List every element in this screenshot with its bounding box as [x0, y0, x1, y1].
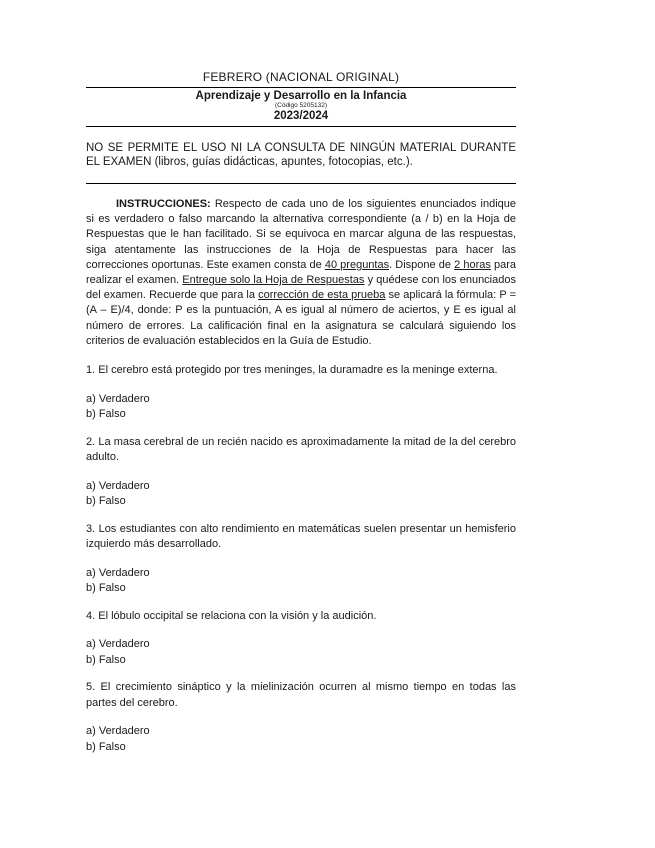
question-4: [86, 609, 516, 669]
question-text: 4. El lóbulo occipital se relaciona con la visión y la audición.: [86, 609, 377, 622]
question-2: [86, 435, 516, 510]
instructions-paragraph: INSTRUCCIONES: Respecto de cada uno de los siguientes enunciados indique si es verdadero o falso marcando la alternativa correspondiente (a / b) en la Hoja de Respuestas que le han facilitado. Si se equivoca en marcar alguna de las respuestas, siga atentamente las instrucciones de la Hoja de Respuestas para hacer las correcciones oportunas. Este examen consta de 40 preguntas. Dispone de 2 horas para realizar el examen. Entregue solo la Hoja de Respuestas y quédese con los enunciados del examen. Recuerde que para la corrección de esta prueba se aplicará la fórmula: P = (A – E)/4, donde: P es la puntuación, A es igual al número de aciertos, y E es igual al número de errores. La calificación final en la asignatura se calculará siguiendo los criterios de evaluación establecidos en la Guía de Estudio.: [86, 198, 516, 347]
exam-type-heading: FEBRERO (NACIONAL ORIGINAL): [202, 70, 400, 84]
exam-page: [86, 70, 516, 755]
correction-note: corrección de esta prueba: [258, 289, 386, 302]
time-limit: 2 horas: [454, 258, 491, 271]
instructions-label: INSTRUCCIONES:: [116, 198, 211, 210]
question-3: [86, 522, 516, 597]
header-divider-bottom: [86, 126, 516, 127]
subject-title: Aprendizaje y Desarrollo en la Infancia: [195, 90, 407, 102]
option-a: a) Verdadero: [86, 725, 150, 738]
subject-code: (Código 5205132): [274, 102, 328, 109]
question-text: 5. El crecimiento sináptico y la mielinización ocurren al mismo tiempo en todas las partes del cerebro.: [86, 681, 516, 709]
option-a: a) Verdadero: [86, 479, 150, 492]
option-a: a) Verdadero: [86, 638, 150, 651]
option-b: b) Falso: [86, 653, 126, 666]
submit-note: Entregue solo la Hoja de Respuestas: [182, 274, 365, 287]
question-count: 40 preguntas: [324, 258, 390, 271]
option-b: b) Falso: [86, 495, 126, 508]
option-b: b) Falso: [86, 582, 126, 595]
material-warning: NO SE PERMITE EL USO NI LA CONSULTA DE NINGÚN MATERIAL DURANTE EL EXAMEN (libros, guías didácticas, apuntes, fotocopias, etc.).: [86, 142, 516, 168]
question-text: 2. La masa cerebral de un recién nacido es aproximadamente la mitad de la del cerebro adulto.: [86, 435, 516, 464]
header-divider-top: [86, 87, 516, 88]
option-a: a) Verdadero: [86, 566, 150, 579]
question-1: [86, 363, 516, 423]
academic-year: 2023/2024: [273, 110, 329, 122]
option-b: b) Falso: [86, 408, 126, 421]
question-text: 3. Los estudiantes con alto rendimiento en matemáticas suelen presentar un hemisferio izquierdo más desarrollado.: [86, 522, 516, 551]
warning-divider: [86, 183, 516, 184]
option-b: b) Falso: [86, 740, 126, 753]
question-text: 1. El cerebro está protegido por tres meninges, la duramadre es la meninge externa.: [86, 364, 498, 377]
question-5: [86, 680, 516, 755]
option-a: a) Verdadero: [86, 392, 150, 405]
